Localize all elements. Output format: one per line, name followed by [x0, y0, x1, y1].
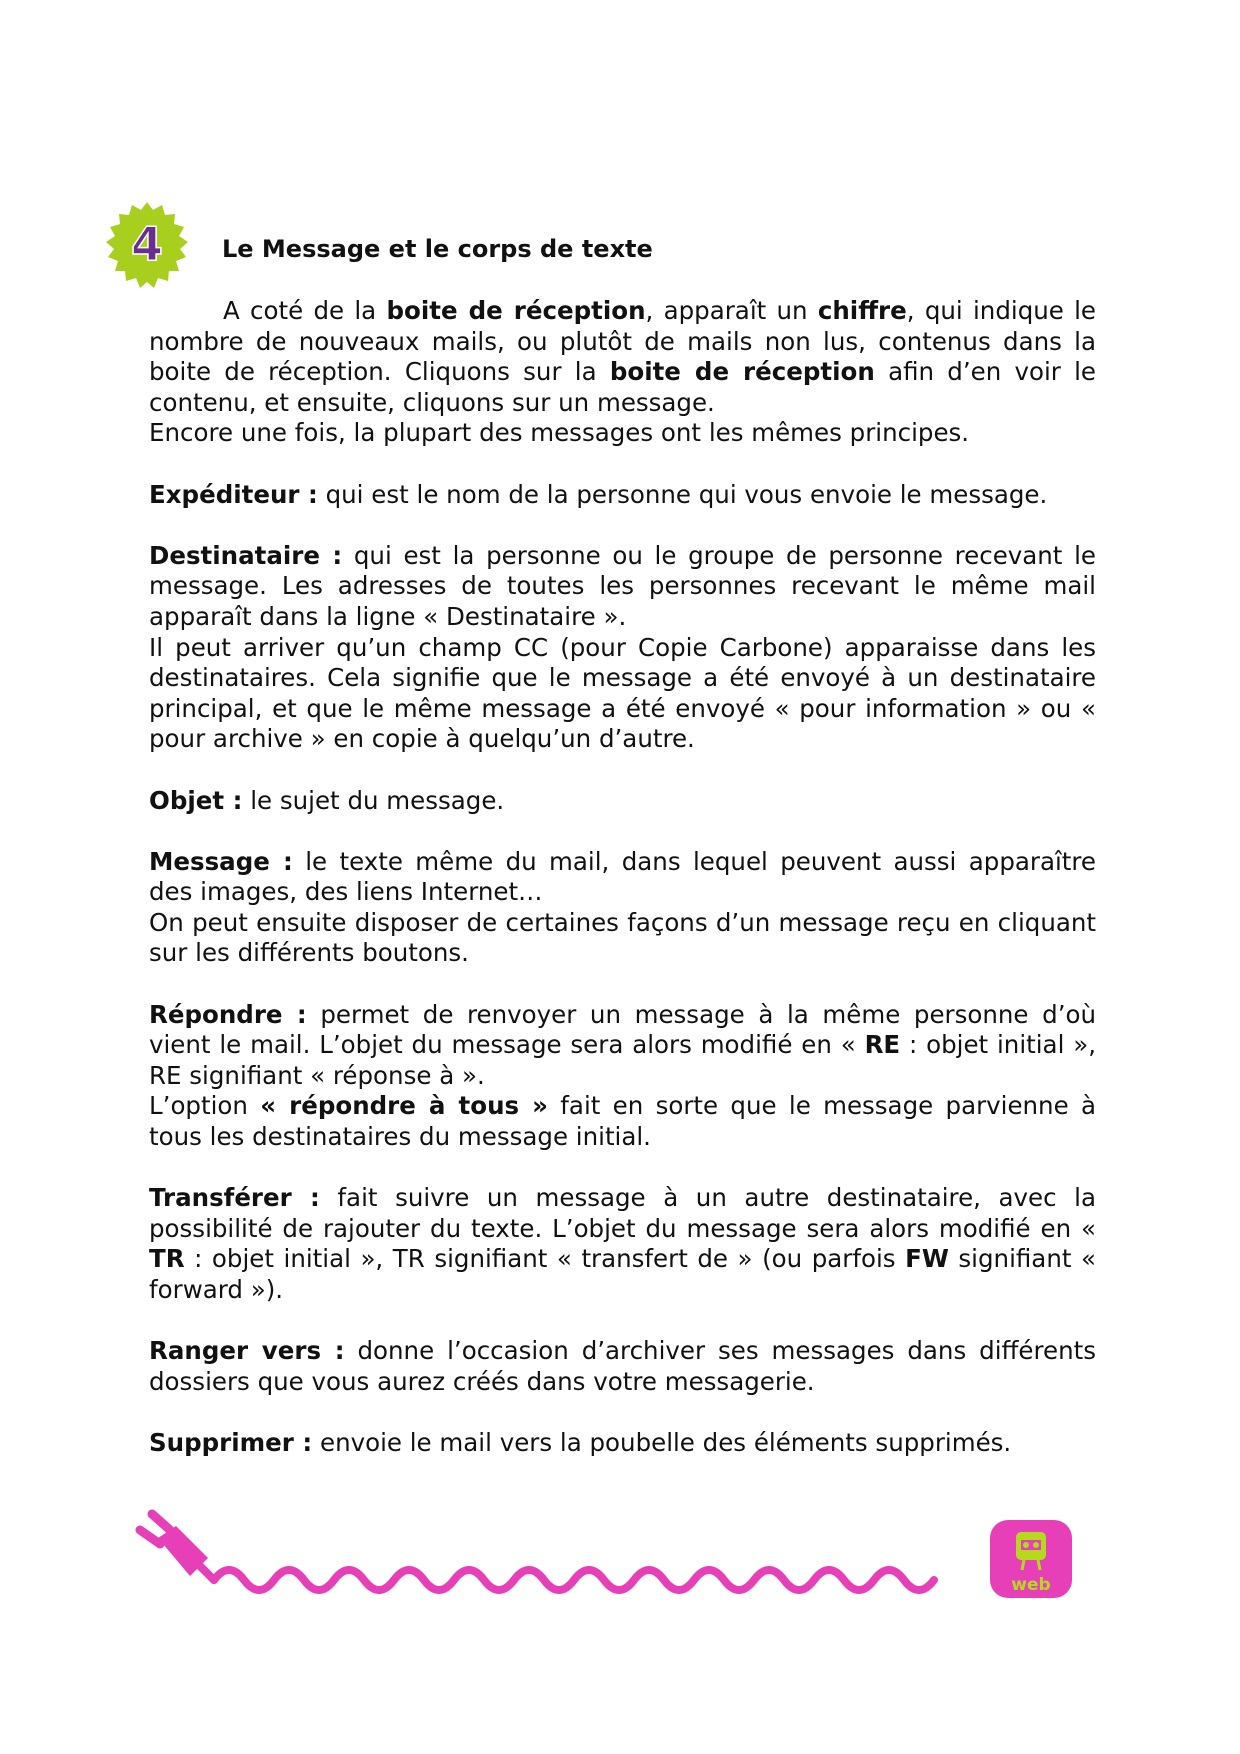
text-run: fait en sorte que le message parvienne à tous les destinataires du message initial.	[149, 1091, 1096, 1152]
term: Destinataire :	[149, 540, 343, 570]
bold-run: TR	[149, 1244, 185, 1274]
definition-text: permet de renvoyer un message à la même personne d’où vient le mail. L’objet du message sera alors modifié en «	[149, 999, 1096, 1060]
robot-web-icon	[990, 1520, 1072, 1598]
starburst-badge-icon	[102, 200, 192, 290]
badge-number: 4	[130, 217, 164, 271]
definition-text: : objet initial », TR signifiant « transfert de » (ou parfois	[184, 1244, 906, 1274]
objet-definition	[149, 786, 1096, 817]
term: Objet :	[149, 785, 243, 815]
ranger-definition	[149, 1336, 1096, 1397]
text-run: , apparaît un	[645, 296, 818, 325]
definition-text: qui est la personne ou le groupe de personne recevant le message. Les adresses de toutes les personnes recevant le même mail apparaît dans la ligne « Destinataire ».	[149, 540, 1096, 631]
repondre-a-tous-paragraph	[149, 1091, 1096, 1152]
definition-text: : objet initial », RE signifiant « réponse à ».	[149, 1030, 1097, 1090]
bold-run: chiffre	[817, 296, 907, 325]
term: Transférer :	[149, 1183, 320, 1213]
footer-decoration	[0, 1500, 1240, 1620]
bold-run: RE	[864, 1030, 901, 1060]
intro-paragraph-2: Encore une fois, la plupart des messages ont les mêmes principes.	[149, 418, 970, 448]
document-body	[149, 296, 1096, 1459]
bold-run: FW	[905, 1244, 949, 1274]
term: Répondre :	[149, 999, 307, 1029]
definition-text: envoie le mail vers la poubelle des éléments supprimés.	[312, 1427, 1012, 1457]
expediteur-definition	[149, 480, 1096, 511]
message-definition	[149, 847, 1096, 908]
definition-text: donne l’occasion d’archiver ses messages dans différents dossiers que vous aurez créés dans votre messagerie.	[149, 1336, 1096, 1396]
section-number-badge	[102, 200, 192, 290]
supprimer-definition	[149, 1428, 1096, 1459]
intro-paragraph	[149, 296, 1096, 418]
bold-run: « répondre à tous »	[260, 1091, 548, 1121]
message-buttons-paragraph: On peut ensuite disposer de certaines façons d’un message reçu en cliquant sur les différents boutons.	[149, 907, 1096, 968]
destinataire-cc-paragraph: Il peut arriver qu’un champ CC (pour Copie Carbone) apparaisse dans les destinataires. Cela signifie que le message a été envoyé à un destinataire principal, et que le même message a été envoyé « pour information » ou « pour archive » en copie à quelqu’un d’autre.	[149, 632, 1096, 754]
term: Message :	[149, 846, 293, 876]
definition-text: le texte même du mail, dans lequel peuvent aussi apparaître des images, des liens Internet…	[149, 846, 1096, 907]
text-run: L’option	[149, 1091, 261, 1121]
transferer-definition	[149, 1183, 1096, 1305]
definition-text: fait suivre un message à un autre destinataire, avec la possibilité de rajouter du texte. L’objet du message sera alors modifié en «	[149, 1183, 1096, 1243]
definition-text: signifiant « forward »).	[149, 1244, 1096, 1304]
section-title: Le Message et le corps de texte	[222, 235, 653, 263]
text-run: afin d’en voir le contenu, et ensuite, cliquons sur un message.	[149, 357, 1096, 417]
wavy-cable	[214, 1570, 934, 1590]
term: Ranger vers :	[149, 1336, 345, 1366]
repondre-definition	[149, 1000, 1096, 1092]
term: Expéditeur :	[149, 479, 318, 509]
term: Supprimer :	[149, 1427, 313, 1457]
bold-run: boite de réception	[609, 357, 875, 387]
definition-text: le sujet du message.	[242, 785, 505, 815]
text-run: , qui indique le nombre de nouveaux mails, ou plutôt de mails non lus, contenus dans la boite de réception. Cliquons sur la	[149, 296, 1097, 387]
definition-text: qui est le nom de la personne qui vous envoie le message.	[317, 479, 1048, 509]
destinataire-definition	[149, 541, 1096, 633]
text-run: A coté de la	[223, 296, 387, 325]
bold-run: boite de réception	[386, 296, 646, 325]
logo-text: web	[1011, 1575, 1051, 1595]
plug-icon	[140, 1514, 214, 1580]
